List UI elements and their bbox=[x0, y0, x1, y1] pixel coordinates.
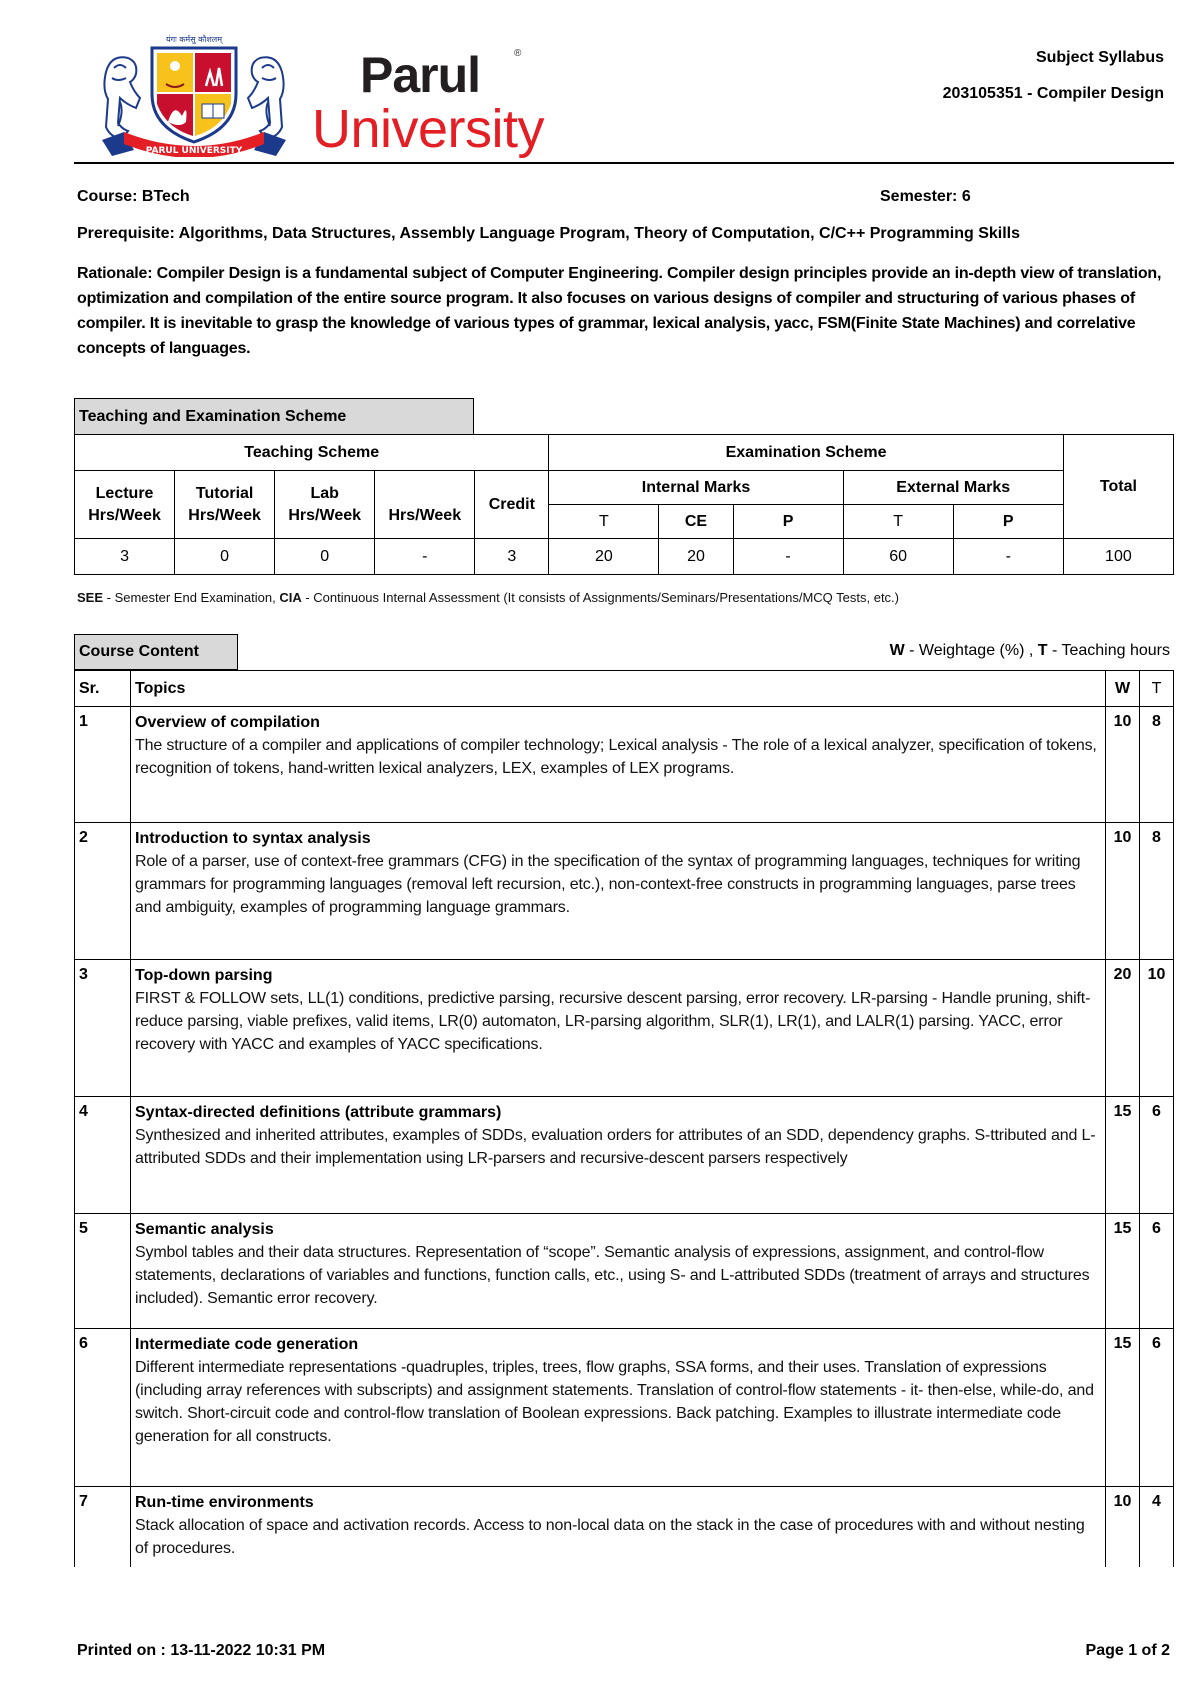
credit-value: 3 bbox=[475, 539, 549, 575]
row-teaching-hours: 6 bbox=[1140, 1097, 1174, 1214]
hrs-week-value: - bbox=[375, 539, 475, 575]
lecture-header: Lecture Hrs/Week bbox=[75, 471, 175, 539]
lecture-value: 3 bbox=[75, 539, 175, 575]
table-row bbox=[75, 1214, 1174, 1329]
row-weightage: 15 bbox=[1106, 1097, 1140, 1214]
table-row bbox=[75, 823, 1174, 960]
rationale-text: Rationale: Compiler Design is a fundamental subject of Computer Engineering. Compiler design principles provide an in-depth view of translation, optimization and compilation of the entire source program. It also focuses on various designs of compiler and structuring of various phases of compiler. It is inevitable to grasp the knowledge of various types of grammar, lexical analysis, yacc, FSM(Finite State Machines) and correlative concepts of languages. bbox=[77, 265, 1162, 357]
row-sr: 6 bbox=[75, 1329, 131, 1487]
row-teaching-hours: 8 bbox=[1140, 823, 1174, 960]
course-content-title: Course Content bbox=[74, 634, 238, 670]
external-p-value: - bbox=[953, 539, 1063, 575]
see-cia-note: SEE - Semester End Examination, CIA - Continuous Internal Assessment (It consists of Assignments/Seminars/Presentations/MCQ Tests, etc.) bbox=[77, 590, 900, 605]
credit-header: Credit bbox=[475, 471, 549, 539]
topic-description: The structure of a compiler and applications of compiler technology; Lexical analysis - The role of a lexical analyzer, specification of tokens, recognition of tokens, hand-written lexical analyzers, LEX, examples of LEX programs. bbox=[135, 737, 1097, 777]
row-teaching-hours: 8 bbox=[1140, 707, 1174, 823]
row-weightage: 20 bbox=[1106, 960, 1140, 1097]
page-header bbox=[74, 28, 1174, 163]
topic-title: Intermediate code generation bbox=[135, 1336, 359, 1353]
header-subject-info bbox=[943, 40, 1164, 112]
topic-title: Top-down parsing bbox=[135, 967, 273, 984]
course-content-table bbox=[74, 670, 1174, 1567]
row-sr: 5 bbox=[75, 1214, 131, 1329]
row-topic bbox=[131, 823, 1106, 960]
examination-scheme-header: Examination Scheme bbox=[549, 435, 1063, 471]
internal-marks-header: Internal Marks bbox=[549, 471, 843, 505]
university-logo bbox=[74, 28, 594, 160]
row-weightage: 10 bbox=[1106, 823, 1140, 960]
scheme-section-title: Teaching and Examination Scheme bbox=[74, 398, 474, 435]
row-sr: 4 bbox=[75, 1097, 131, 1214]
row-topic bbox=[131, 1487, 1106, 1567]
content-header-row bbox=[75, 671, 1174, 707]
brand-university: University bbox=[312, 99, 545, 159]
header-divider bbox=[74, 162, 1174, 164]
row-sr: 3 bbox=[75, 960, 131, 1097]
printed-on: Printed on : 13-11-2022 10:31 PM bbox=[77, 1642, 326, 1659]
row-teaching-hours: 6 bbox=[1140, 1329, 1174, 1487]
external-p-header: P bbox=[953, 505, 1063, 539]
internal-t-header: T bbox=[549, 505, 659, 539]
tutorial-header: Tutorial Hrs/Week bbox=[175, 471, 275, 539]
external-t-value: 60 bbox=[843, 539, 953, 575]
internal-p-header: P bbox=[733, 505, 843, 539]
university-crest-icon bbox=[94, 32, 294, 157]
row-weightage: 15 bbox=[1106, 1329, 1140, 1487]
internal-ce-value: 20 bbox=[659, 539, 733, 575]
topic-title: Run-time environments bbox=[135, 1494, 314, 1511]
subject-code-title: 203105351 - Compiler Design bbox=[942, 85, 1164, 102]
sr-header: Sr. bbox=[75, 671, 131, 707]
row-sr: 1 bbox=[75, 707, 131, 823]
scheme-table bbox=[74, 434, 1174, 575]
t-header: T bbox=[1140, 671, 1174, 707]
total-value: 100 bbox=[1063, 539, 1173, 575]
table-row bbox=[75, 707, 1174, 823]
internal-p-value: - bbox=[733, 539, 843, 575]
row-teaching-hours: 6 bbox=[1140, 1214, 1174, 1329]
page-number: Page 1 of 2 bbox=[1085, 1642, 1170, 1659]
row-topic bbox=[131, 960, 1106, 1097]
doc-type: Subject Syllabus bbox=[1035, 49, 1164, 66]
svg-text:PARUL UNIVERSITY: PARUL UNIVERSITY bbox=[145, 146, 243, 156]
topic-description: Symbol tables and their data structures. Representation of “scope”. Semantic analysis of expressions, assignment, and control-flow statements, declarations of variables and functions, function calls, etc., using S- and L-attributed SDDs (treatment of arrays and structures included). Semantic error recovery. bbox=[135, 1244, 1090, 1307]
row-weightage: 15 bbox=[1106, 1214, 1140, 1329]
topic-description: FIRST & FOLLOW sets, LL(1) conditions, predictive parsing, recursive descent parsing, error recovery. LR-parsing - Handle pruning, shift-reduce parsing, viable prefixes, valid items, LR(0) automaton, LR-parsing algorithm, SLR(1), LR(1), and LALR(1) parsing. YACC, error recovery with YACC and examples of YACC specifications. bbox=[135, 990, 1091, 1053]
row-topic bbox=[131, 1097, 1106, 1214]
topic-description: Stack allocation of space and activation records. Access to non-local data on the stack in the case of procedures with and without nesting of procedures. bbox=[135, 1517, 1085, 1557]
external-t-header: T bbox=[843, 505, 953, 539]
w-header: W bbox=[1106, 671, 1140, 707]
row-teaching-hours: 4 bbox=[1140, 1487, 1174, 1567]
topic-title: Syntax-directed definitions (attribute grammars) bbox=[135, 1104, 502, 1121]
topic-description: Synthesized and inherited attributes, examples of SDDs, evaluation orders for attributes of an SDD, dependency graphs. S-ttributed and L-attributed SDDs and their implementation using LR-parsers and recursive-descent parsers respectively bbox=[135, 1127, 1096, 1167]
row-sr: 2 bbox=[75, 823, 131, 960]
table-row bbox=[75, 1329, 1174, 1487]
lab-header: Lab Hrs/Week bbox=[275, 471, 375, 539]
lab-value: 0 bbox=[275, 539, 375, 575]
row-sr: 7 bbox=[75, 1487, 131, 1567]
registered-mark: ® bbox=[514, 48, 522, 59]
teaching-scheme-header: Teaching Scheme bbox=[75, 435, 549, 471]
topic-description: Different intermediate representations -quadruples, triples, trees, flow graphs, SSA forms, and their uses. Translation of expressions (including array references with subscripts) and assignment statements. Translation of control-flow statements - it- then-else, while-do, and switch. Short-circuit code and control-flow translation of Boolean expressions. Back patching. Examples to illustrate intermediate code generation for all constructs. bbox=[135, 1359, 1094, 1445]
brand-parul: Parul bbox=[360, 47, 481, 103]
weightage-legend: W - Weightage (%) , T - Teaching hours bbox=[889, 642, 1170, 659]
hrs-week-header: Hrs/Week bbox=[375, 471, 475, 539]
row-weightage: 10 bbox=[1106, 1487, 1140, 1567]
table-row bbox=[75, 1097, 1174, 1214]
external-marks-header: External Marks bbox=[843, 471, 1063, 505]
internal-t-value: 20 bbox=[549, 539, 659, 575]
prerequisite-text: Prerequisite: Algorithms, Data Structures, Assembly Language Program, Theory of Computation, C/C++ Programming Skills bbox=[77, 225, 1021, 242]
topic-title: Overview of compilation bbox=[135, 714, 320, 731]
table-row bbox=[75, 960, 1174, 1097]
topic-description: Role of a parser, use of context-free grammars (CFG) in the specification of the syntax of programming languages, techniques for writing grammars for programming languages (removal left recursion, etc.), non-context-free constructs in programming languages, parse trees and ambiguity, examples of programming language grammars. bbox=[135, 853, 1081, 916]
topic-title: Semantic analysis bbox=[135, 1221, 274, 1238]
row-weightage: 10 bbox=[1106, 707, 1140, 823]
internal-ce-header: CE bbox=[659, 505, 733, 539]
topics-header: Topics bbox=[131, 671, 1106, 707]
row-topic bbox=[131, 1214, 1106, 1329]
topic-title: Introduction to syntax analysis bbox=[135, 830, 371, 847]
row-topic bbox=[131, 707, 1106, 823]
course-label: Course: BTech bbox=[77, 188, 190, 205]
tutorial-value: 0 bbox=[175, 539, 275, 575]
table-row bbox=[75, 1487, 1174, 1567]
semester-label: Semester: 6 bbox=[880, 188, 971, 205]
total-header: Total bbox=[1063, 435, 1173, 539]
row-topic bbox=[131, 1329, 1106, 1487]
svg-text:यंगः कर्मसु कौशलम्: यंगः कर्मसु कौशलम् bbox=[165, 35, 223, 44]
row-teaching-hours: 10 bbox=[1140, 960, 1174, 1097]
